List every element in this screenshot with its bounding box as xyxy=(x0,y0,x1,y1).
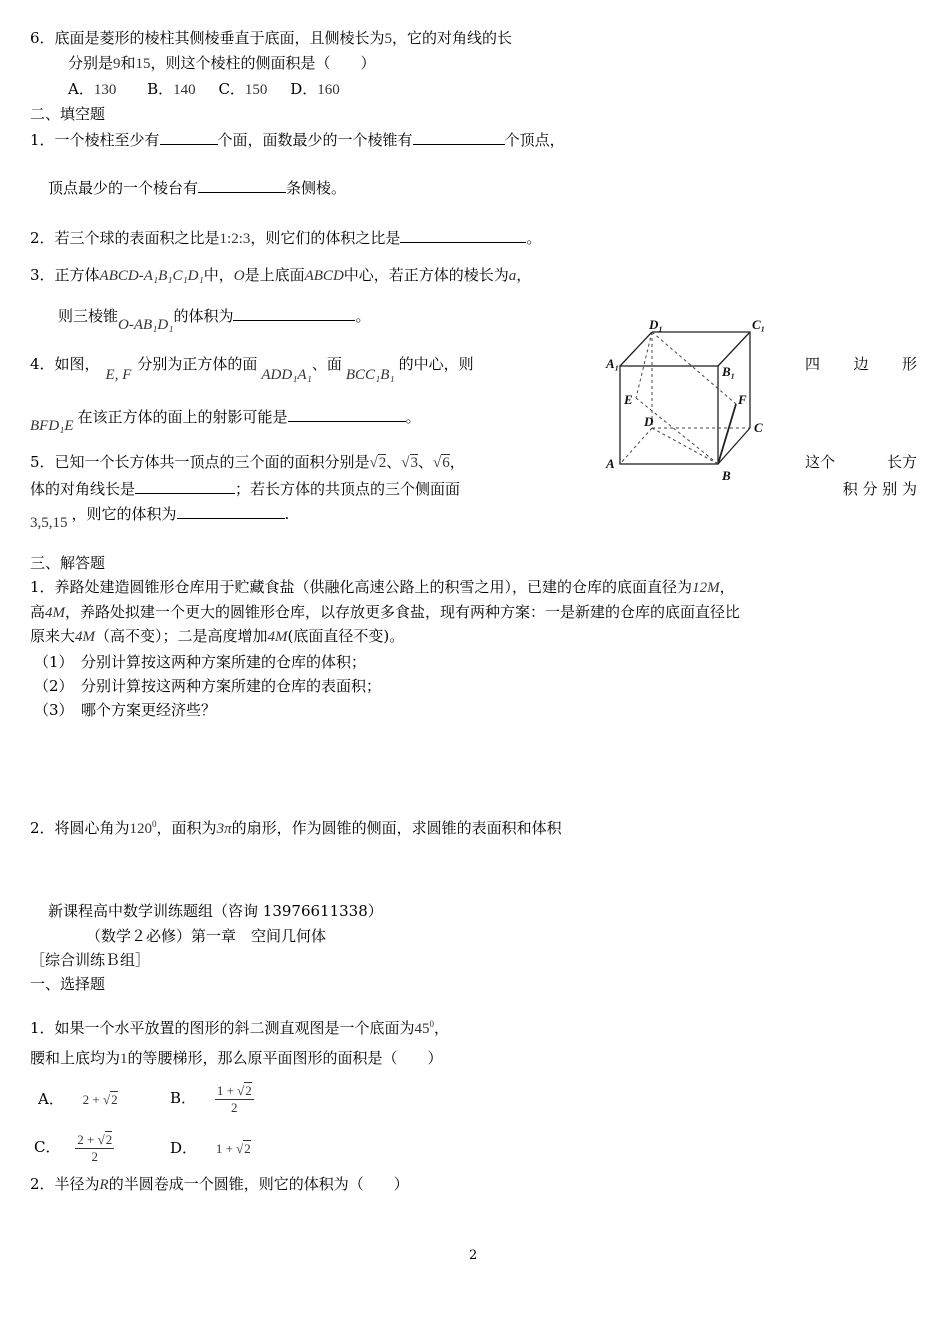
b1-option-b-num-rad: 2 xyxy=(245,1082,252,1098)
section-fill-in-heading: 二、填空题 xyxy=(30,105,106,123)
f3-text-b: 中， xyxy=(203,266,234,284)
a2-line xyxy=(30,814,562,839)
f5-text-a: 5．已知一个长方体共一顶点的三个面的面积分别是 xyxy=(30,453,370,471)
f5-right-word-2: 长方 xyxy=(886,453,917,471)
label-a: A xyxy=(606,456,615,471)
b1-line2 xyxy=(30,1048,443,1069)
label-b1: B₁ xyxy=(722,364,736,379)
q6-option-d-value: 160 xyxy=(317,82,340,98)
segment-bf xyxy=(718,404,736,464)
f3-pyramid: O-AB₁D₁ xyxy=(118,317,174,333)
f1-text-b: 个面，面数最少的一个棱锥有 xyxy=(217,131,413,149)
f1-blank-1[interactable] xyxy=(160,130,218,145)
a1-sub-3: （3） 哪个方案更经济些？ xyxy=(34,701,217,719)
q6-value-9: 9 xyxy=(113,56,121,72)
b1-option-b-numerator: 1 + √2 xyxy=(216,1082,252,1098)
f5-values: 3,5,15 xyxy=(30,515,68,531)
f4-text-f: 。 xyxy=(405,408,421,426)
f5-text-b: 体的对角线长是 xyxy=(30,480,136,498)
q6-option-b-label: B． xyxy=(147,80,174,98)
f3-text-g: 的体积为 xyxy=(173,307,234,325)
f4-right-word-1: 四 xyxy=(805,355,821,373)
a1-text-3c: (底面直径不变)。 xyxy=(287,627,405,645)
f3-text-h: 。 xyxy=(355,307,371,325)
page-number: 2 xyxy=(469,1248,478,1263)
cube-edge-top xyxy=(652,332,750,428)
q6-line2 xyxy=(68,53,376,74)
f5-text-e: . xyxy=(284,505,290,523)
label-c1: C₁ xyxy=(752,318,766,332)
f5-sep-2: 、 xyxy=(418,453,434,471)
f3-var-a: a xyxy=(508,268,517,284)
cube-figure xyxy=(600,318,790,498)
group-title: 新课程高中数学训练题组（咨询 13976611338） xyxy=(48,902,383,920)
section-choice-heading: 一、选择题 xyxy=(30,975,106,993)
label-b: B xyxy=(722,468,731,483)
f5-text-c: ；若长方体的共顶点的三个侧面面 xyxy=(235,480,461,498)
q6-text-2b: ，则这个棱柱的侧面积是（ ） xyxy=(150,54,376,72)
b1-text-a: 1．如果一个水平放置的图形的斜二测直观图是一个底面为 xyxy=(30,1019,415,1037)
a1-text-3a: 原来大 xyxy=(30,627,76,645)
b1-one: 1 xyxy=(120,1051,128,1067)
f5-right-2 xyxy=(805,479,917,499)
q6-text-1b: ，它的对角线的长 xyxy=(392,29,513,47)
q6-option-a-label: A． xyxy=(68,80,94,98)
q6-option-a-value: 130 xyxy=(93,82,117,98)
group-label: ［综合训练Ｂ组］ xyxy=(30,951,151,969)
group-subtitle: （数学２必修）第一章 空间几何体 xyxy=(86,927,327,945)
f4-line2 xyxy=(30,407,421,434)
q6-text-1: 6．底面是菱形的棱柱其侧棱垂直于底面，且侧棱长为 xyxy=(30,29,385,47)
f3-cube-name: ABCD-A₁B₁C₁D₁ xyxy=(99,268,204,284)
cube-edge-a1d1 xyxy=(620,332,652,366)
q6-options xyxy=(68,79,340,100)
b1-option-d-rad: 2 xyxy=(244,1141,251,1156)
f5-line1 xyxy=(30,452,465,473)
f4-text-d: 的中心，则 xyxy=(398,355,474,373)
b2-text-a: 2．半径为 xyxy=(30,1175,100,1193)
b1-option-a-pre: 2 + xyxy=(82,1092,103,1107)
f4-quad: BFD₁E xyxy=(30,418,74,434)
f5-sqrt6-radicand: 6 xyxy=(442,455,450,471)
f4-face-1: ADD₁A₁ xyxy=(261,367,312,383)
f1-text-a: 1．一个棱柱至少有 xyxy=(30,131,160,149)
b1-option-b-denominator: 2 xyxy=(231,1099,238,1115)
f5-comma: ， xyxy=(449,453,465,471)
b1-option-d-value: 1 + √2 xyxy=(215,1141,251,1156)
b1-option-c xyxy=(34,1127,114,1167)
f2-text-b: ，则它们的体积之比是 xyxy=(250,229,401,247)
b1-option-a-value: 2 + √2 xyxy=(82,1092,118,1107)
label-c: C xyxy=(754,420,763,435)
a1-sub-1: （1） 分别计算按这两种方案所建的仓库的体积； xyxy=(34,653,367,671)
a2-text-b: ，面积为 xyxy=(156,819,217,837)
q6-option-b-value: 140 xyxy=(173,82,196,98)
b1-degree: 0 xyxy=(429,1019,435,1029)
f3-text-e: ， xyxy=(516,266,532,284)
a1-increase-2: 4M xyxy=(267,629,288,645)
label-a1: A₁ xyxy=(606,356,620,371)
f4-line1 xyxy=(30,354,474,383)
f1-blank-3[interactable] xyxy=(198,178,286,193)
segment-db xyxy=(652,428,718,464)
f5-right-word-3: 积 分 别 为 xyxy=(842,480,917,498)
a1-text-1: 1．养路处建造圆锥形仓库用于贮藏食盐（供融化高速公路上的积雪之用），已建的仓库的底面直径为 xyxy=(30,578,693,596)
f4-right-word-2: 边 xyxy=(853,355,869,373)
f5-sqrt3: √3 xyxy=(401,455,419,471)
f5-right-1 xyxy=(805,452,917,472)
f2-line xyxy=(30,228,541,249)
a2-text-a: 2．将圆心角为 xyxy=(30,819,130,837)
f1-line1 xyxy=(30,130,565,150)
f5-line2 xyxy=(30,479,460,499)
b1-option-a-rad: 2 xyxy=(111,1092,118,1107)
f4-text-c: 、面 xyxy=(311,355,342,373)
a1-line2 xyxy=(30,602,740,623)
b1-option-a-label: A． xyxy=(38,1090,64,1108)
f4-text-b: 分别为正方体的面 xyxy=(137,355,258,373)
f5-right-word-1: 这个 xyxy=(805,453,836,471)
b1-option-c-num-rad: 2 xyxy=(105,1131,113,1147)
a1-text-2a: 高 xyxy=(30,603,46,621)
q6-value-5: 5 xyxy=(384,31,393,47)
b2-line xyxy=(30,1174,409,1195)
f2-text-c: 。 xyxy=(526,229,542,247)
label-d: D xyxy=(644,414,654,429)
f4-blank[interactable] xyxy=(288,407,406,422)
label-d1: D₁ xyxy=(649,318,663,332)
f2-ratio: 1:2:3 xyxy=(219,231,251,247)
b1-text-d: 的等腰梯形，那么原平面图形的面积是（ ） xyxy=(127,1049,443,1067)
a2-degree: 0 xyxy=(152,819,157,829)
q6-option-c-value: 150 xyxy=(244,82,268,98)
a1-text-1b: ， xyxy=(719,578,735,596)
b2-text-b: 的半圆卷成一个圆锥，则它的体积为（ ） xyxy=(108,1175,409,1193)
b1-option-c-label: C． xyxy=(34,1138,61,1156)
b1-option-b-label: B． xyxy=(170,1089,197,1107)
f5-sqrt2: √2 xyxy=(369,455,387,471)
section-solve-heading: 三、解答题 xyxy=(30,554,106,572)
q6-value-15: 15 xyxy=(135,56,151,72)
q6-text-and: 和 xyxy=(120,54,136,72)
cube-front-face xyxy=(620,366,718,464)
a1-line3 xyxy=(30,626,404,647)
a1-text-3b: （高不变）；二是高度增加 xyxy=(95,627,268,645)
a2-text-c: 的扇形，作为圆锥的侧面，求圆锥的表面积和体积 xyxy=(231,819,562,837)
f3-face-abcd: ABCD xyxy=(304,268,344,284)
b1-text-b: ， xyxy=(434,1019,450,1037)
f1-line2 xyxy=(48,178,346,198)
b1-option-c-denominator: 2 xyxy=(91,1148,98,1164)
f5-blank-1[interactable] xyxy=(135,479,235,494)
f2-text-a: 2．若三个球的表面积之比是 xyxy=(30,229,220,247)
b1-text-c: 腰和上底均为 xyxy=(30,1049,121,1067)
f5-blank-2[interactable] xyxy=(177,504,285,519)
b2-radius: R xyxy=(99,1177,109,1193)
f3-blank[interactable] xyxy=(233,306,355,321)
f1-text-c: 个顶点， xyxy=(504,131,565,149)
f3-line2 xyxy=(58,306,371,333)
f3-text-f: 则三棱锥 xyxy=(58,307,119,325)
f3-line1 xyxy=(30,265,531,286)
f2-blank[interactable] xyxy=(400,228,526,243)
f5-sep-1: 、 xyxy=(386,453,402,471)
b1-option-b-fraction xyxy=(215,1083,254,1116)
b1-option-d xyxy=(170,1138,251,1159)
f1-text-d: 顶点最少的一个棱台有 xyxy=(48,179,199,197)
b1-option-b-num-pre: 1 + xyxy=(216,1082,238,1098)
q6-text-2a: 分别是 xyxy=(68,54,114,72)
segment-d1e xyxy=(636,332,652,398)
q6-option-d-label: D． xyxy=(290,80,318,98)
f1-text-e: 条侧棱。 xyxy=(286,179,347,197)
b1-line1 xyxy=(30,1014,449,1039)
q6-option-c-label: C． xyxy=(218,80,245,98)
f5-sqrt3-radicand: 3 xyxy=(410,455,419,471)
f4-face-2: BCC₁B₁ xyxy=(345,367,395,383)
q6-line1 xyxy=(30,28,512,49)
f5-sqrt2-radicand: 2 xyxy=(378,455,387,471)
f4-text-a: 4．如图， xyxy=(30,355,100,373)
a1-line1 xyxy=(30,577,735,598)
a1-height: 4M xyxy=(45,605,66,621)
b1-option-d-label: D． xyxy=(170,1139,198,1157)
b1-option-d-pre: 1 + xyxy=(215,1141,237,1156)
f5-sqrt6: √6 xyxy=(433,455,450,471)
a1-diameter: 12M xyxy=(692,580,720,596)
f5-line3 xyxy=(30,504,290,531)
b1-option-a xyxy=(38,1089,118,1110)
cube-hidden-edge-ad xyxy=(620,428,652,464)
b1-option-c-num-pre: 2 + xyxy=(77,1131,98,1147)
cube-edge-b1c1 xyxy=(718,332,750,366)
b1-angle: 45 xyxy=(414,1021,430,1037)
b1-option-b xyxy=(170,1078,254,1118)
segment-eb xyxy=(636,398,718,464)
a1-increase-1: 4M xyxy=(75,629,96,645)
f4-points-ef: E, F xyxy=(105,367,132,383)
label-f: F xyxy=(738,392,747,407)
f4-text-e: 在该正方体的面上的射影可能是 xyxy=(77,408,288,426)
f4-right-word-3: 形 xyxy=(901,355,917,373)
b1-option-c-numerator: 2 + √2 xyxy=(77,1131,113,1147)
a2-angle: 120 xyxy=(129,821,153,837)
f3-text-a: 3．正方体 xyxy=(30,266,100,284)
f5-text-d: ，则它的体积为 xyxy=(71,505,177,523)
f3-text-c: 是上底面 xyxy=(244,266,305,284)
a1-sub-2: （2） 分别计算按这两种方案所建的仓库的表面积； xyxy=(34,677,382,695)
f4-right-words xyxy=(805,354,917,374)
f3-point-o: O xyxy=(233,268,245,284)
a2-area: 3π xyxy=(216,821,232,837)
label-e: E xyxy=(624,392,633,407)
f1-blank-2[interactable] xyxy=(413,130,505,145)
f3-text-d: 中心，若正方体的棱长为 xyxy=(343,266,509,284)
a1-text-2b: ，养路处拟建一个更大的圆锥形仓库，以存放更多食盐，现有两种方案：一是新建的仓库的底面直径比 xyxy=(65,603,741,621)
b1-option-c-fraction xyxy=(75,1132,114,1165)
